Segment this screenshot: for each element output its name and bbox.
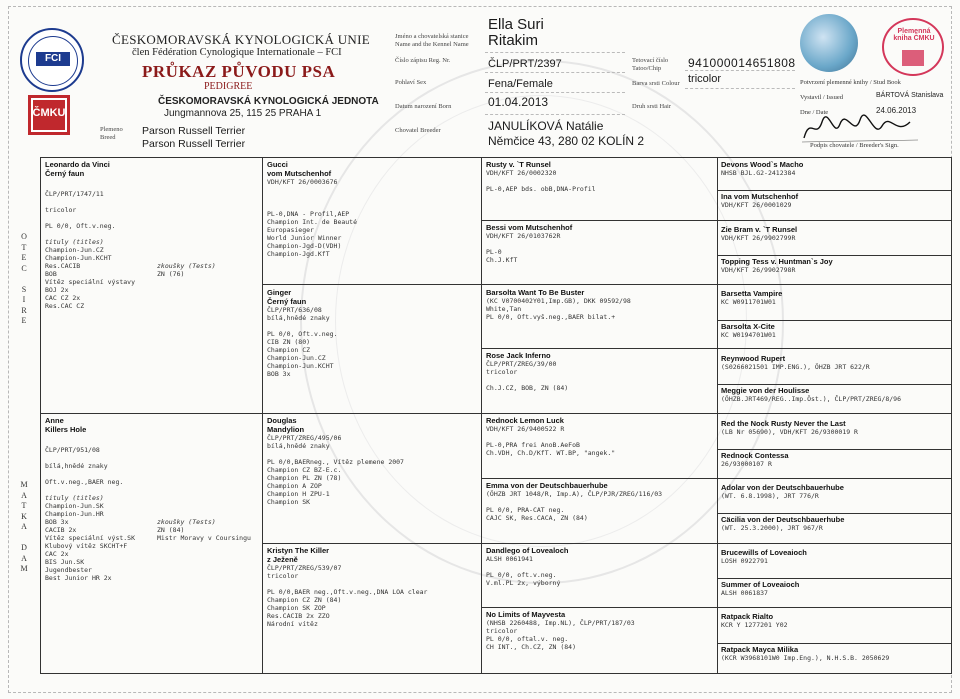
ancestor-cell [721, 386, 949, 403]
studbook-stamp: Plemenná kniha ČMKU [882, 18, 944, 76]
great-grandparent-name: Rednock Lemon Luck [486, 416, 564, 425]
great-grandparent-cell [486, 223, 714, 264]
ancestor-reg: VDH/KFT 26/0001029 [721, 201, 792, 209]
great-grandparent-detail: VDH/KFT 26/0002320 [486, 169, 557, 177]
grandparent-name: Gucci [267, 160, 288, 169]
ancestor-name: Ratpack Mayca Milika [721, 645, 799, 654]
ancestor-reg: LOSH 0922791 [721, 557, 768, 565]
dog-breeder-address: Němčice 43, 280 02 KOLÍN 2 [488, 134, 645, 148]
date-label: Dne / Date [800, 109, 829, 116]
side-letter: D [21, 543, 27, 552]
great-grandparent-detail: tricolor [486, 368, 518, 376]
ancestor-cell [721, 257, 949, 274]
sire-detail-line: CAC CZ 2x [45, 294, 81, 302]
row-divider [717, 643, 951, 644]
sire-detail-line [45, 230, 259, 238]
grandparent-name: Ginger [267, 288, 292, 297]
ancestor-name: Adolar von der Deutschbauerhube [721, 483, 844, 492]
dam-exams-extra: Mistr Moravy v Coursingu [157, 534, 251, 542]
grandparent-kennel: Mandylion [267, 425, 305, 434]
dam-detail-line: CAC 2x [45, 550, 69, 558]
great-grandparent-detail: VDH/KFT 26/0103762R [486, 232, 561, 240]
sire-cell [45, 160, 259, 310]
row-divider [717, 320, 951, 321]
grandparent-detail: CIB ZN (80) [267, 338, 311, 346]
grandparent-detail: Champion CZ [267, 346, 311, 354]
ancestor-reg: VDH/KFT 26/9902798R [721, 266, 796, 274]
ancestor-name: Barsolta X-Cite [721, 322, 775, 331]
sire-exams-label: zkoušky (Tests) [157, 262, 216, 270]
grandparent-detail: Champion SK [267, 498, 311, 506]
grandparent-detail: bílá,hnědé znaky [267, 314, 330, 322]
great-grandparent-detail: (NHSB 2260488, Imp.NL), ČLP/PRT/187/03 [486, 619, 635, 627]
ancestor-cell [721, 289, 949, 306]
side-letter [14, 274, 34, 285]
hologram-seal [800, 14, 858, 72]
side-letter [14, 533, 34, 544]
dog-colour: tricolor [688, 73, 722, 85]
grandparent-detail: ČLP/PRT/ZREG/495/06 [267, 434, 342, 442]
dam-kennel: Killers Hole [45, 425, 87, 434]
dam-detail-line: BIS Jun.SK [45, 558, 85, 566]
pedigree-table [40, 157, 952, 674]
great-grandparent-name: Barsolta Want To Be Buster [486, 288, 585, 297]
side-letter: A [21, 553, 27, 563]
side-letter: K [21, 511, 27, 521]
side-letter: E [21, 253, 27, 262]
ancestor-cell [721, 612, 949, 629]
grandparent-detail: Champion H ZPU-1 [267, 490, 330, 498]
row-divider [717, 578, 951, 579]
sire-detail-line: PL 0/0, Oft.v.neg. [45, 222, 116, 230]
tattoo-label: Tetovací číslo Tatoo/Chip [632, 57, 669, 72]
grandparent-detail: tricolor [267, 572, 299, 580]
ancestor-cell [721, 192, 949, 209]
sire-side-label [14, 232, 34, 327]
dam-side-label [14, 480, 34, 575]
dam-detail-line: Jugendbester [45, 566, 92, 574]
great-grandparent-detail: VDH/KFT 26/9400522 R [486, 425, 565, 433]
dog-chip: 941000014651808 [688, 56, 796, 70]
sire-detail-line: BOJ 2x [45, 286, 69, 294]
name-label: Jméno a chovatelská stanice Name and the Kennel Name [395, 33, 469, 48]
ancestor-reg: (S0266021501 IMP.ENG.), ÖHZB JRT 622/R [721, 363, 870, 371]
side-letter: C [21, 263, 27, 273]
ancestor-reg: NHSB BJL.G2-2412384 [721, 169, 796, 177]
org-membership: člen Fédération Cynologique Internationale – FCI [132, 47, 342, 58]
dog-sex: Fena/Female [488, 78, 553, 90]
grandparent-detail: BOB 3x [267, 370, 291, 378]
sign-label: Podpis chovatele / Breeder's Sign. [810, 142, 899, 149]
great-grandparent-name: No Limits of Mayvesta [486, 610, 566, 619]
club-address: Jungmannova 25, 115 25 PRAHA 1 [164, 108, 322, 119]
great-grandparent-name: Bessi vom Mutschenhof [486, 223, 573, 232]
born-label: Datum narození Born [395, 103, 452, 110]
ancestor-cell [721, 483, 949, 500]
grandparent-detail: VDH/KFT 26/0003676 [267, 178, 338, 186]
great-grandparent-cell [486, 288, 714, 321]
grandparent-detail: Europasieger [267, 226, 314, 234]
great-grandparent-cell [486, 610, 714, 651]
great-grandparent-detail: Ch.J.KfT [486, 256, 518, 264]
grandparent-cell [267, 546, 477, 628]
grandparent-detail: Champion SK ZOP [267, 604, 326, 612]
great-grandparent-detail: PL-0,AEP bds. obB,DNA-Profil [486, 185, 596, 193]
dam-detail-line: Best Junior HR 2x [45, 574, 112, 582]
grandparent-detail: Champion-Jgd-D(VDH) [267, 242, 342, 250]
grandparent-detail: Champion CZ BZ-E.c. [267, 466, 342, 474]
grandparent-detail [267, 322, 477, 330]
sire-detail-line [45, 198, 259, 206]
sire-detail-line: Res.CACIB [45, 262, 81, 270]
ancestor-cell [721, 225, 949, 242]
great-grandparent-name: Emma von der Deutschbauerhube [486, 481, 608, 490]
ancestor-reg: KCR Y 1277201 Y02 [721, 621, 788, 629]
hair-label: Druh srsti Hair [632, 103, 671, 110]
ancestor-cell [721, 580, 949, 597]
grandparent-detail [267, 194, 477, 202]
great-grandparent-detail: White,Tan [486, 305, 522, 313]
dam-exams-label: zkoušky (Tests) [157, 518, 216, 526]
grandparent-detail: Champion-Jun.CZ [267, 354, 326, 362]
sire-detail-line [45, 214, 259, 222]
grandparent-detail: PL-0,DNA - Profil,AEP [267, 210, 350, 218]
great-grandparent-detail [486, 563, 714, 571]
side-letter: M [20, 480, 28, 489]
side-letter: S [21, 284, 27, 294]
ancestor-cell [721, 322, 949, 339]
sire-exams: ZN (76) [157, 270, 185, 278]
dam-detail-line [45, 454, 259, 462]
great-grandparent-cell [486, 416, 714, 457]
grandparent-detail [267, 580, 477, 588]
side-letter: I [22, 295, 26, 304]
great-grandparent-detail: CAJC SK, Res.CACA, ZN (84) [486, 514, 588, 522]
sire-detail-line: Vítěz speciální výstavy [45, 278, 136, 286]
great-grandparent-detail: PL 0/0, Oft.vyš.neg.,BAER bilat.+ [486, 313, 616, 321]
great-grandparent-detail: PL-0,PRA frei AnoB.AeFoB [486, 441, 580, 449]
ancestor-name: Rednock Contessa [721, 451, 789, 460]
dam-detail-line: CACIB 2x [45, 526, 77, 534]
org-name: ČESKOMORAVSKÁ KYNOLOGICKÁ UNIE [112, 32, 370, 47]
side-letter: A [21, 490, 27, 500]
ancestor-reg: (LB Nr 05690), VDH/KFT 26/9300019 R [721, 428, 858, 436]
row-divider [717, 384, 951, 385]
great-grandparent-detail: PL 0/0, oft.v.neg. [486, 571, 557, 579]
row-divider [717, 449, 951, 450]
grandparent-detail: Champion-Jun.KCHT [267, 362, 334, 370]
great-grandparent-detail [486, 433, 714, 441]
ancestor-cell [721, 515, 949, 532]
row-divider [717, 513, 951, 514]
row-divider [717, 190, 951, 191]
grandparent-kennel: Černý faun [267, 297, 307, 306]
sire-detail-line: tricolor [45, 206, 77, 214]
side-letter: R [21, 305, 27, 315]
great-grandparent-detail: CH INT., Ch.CZ, ZN (84) [486, 643, 577, 651]
side-letter: A [21, 522, 27, 531]
signature [800, 110, 920, 146]
ancestor-reg: VDH/KFT 26/9902799R [721, 234, 796, 242]
ancestor-name: Cäcilia von der Deutschbauerhube [721, 515, 845, 524]
great-grandparent-cell [486, 351, 714, 392]
dam-name: Anne [45, 416, 64, 425]
document-subtitle: PEDIGREE [204, 81, 253, 92]
sire-detail-line: ČLP/PRT/1747/11 [45, 190, 104, 198]
studbook-confirm: Potvrzení plemenné knihy / Stud Book [800, 79, 901, 86]
side-letter: M [20, 564, 28, 573]
grandparent-detail: PL 0/0,BAERneg., Vítěz plemene 2007 [267, 458, 404, 466]
grandparent-detail: Res.CACIB 2x ZZO [267, 612, 330, 620]
ancestor-name: Reynwood Rupert [721, 354, 786, 363]
sire-detail-line: Champion-Jun.CZ [45, 246, 104, 254]
colour-label: Barva srsti Colour [632, 80, 680, 87]
grandparent-detail [267, 450, 477, 458]
great-grandparent-name: Rose Jack Inferno [486, 351, 551, 360]
ancestor-reg: KC W0194701W01 [721, 331, 776, 339]
sire-detail-line: Res.CAC CZ [45, 302, 85, 310]
dam-exams: ZN (84) [157, 526, 185, 534]
grandparent-name: Kristyn The Killer [267, 546, 330, 555]
grandparent-detail: Champion-Jgd.KfT [267, 250, 330, 258]
grandparent-detail [267, 186, 477, 194]
club-name: ČESKOMORAVSKÁ KYNOLOGICKÁ JEDNOTA [158, 96, 379, 107]
ancestor-name: Zie Bram v. `T Runsel [721, 225, 798, 234]
great-grandparent-detail: Ch.VDH, Ch.D/KfT. WT.BP, "angek." [486, 449, 616, 457]
side-letter: T [21, 501, 27, 510]
sire-detail-line: BOB [45, 270, 57, 278]
great-grandparent-detail: V.ml.PL 2x, výborný [486, 579, 561, 587]
document-title: PRŮKAZ PŮVODU PSA [142, 62, 336, 81]
dog-born: 01.04.2013 [488, 95, 549, 109]
issue-date: 24.06.2013 [876, 106, 917, 115]
great-grandparent-detail [486, 240, 714, 248]
ancestor-name: Ratpack Rialto [721, 612, 774, 621]
ancestor-cell [721, 548, 949, 565]
grandparent-detail: ČLP/PRT/ZREG/539/07 [267, 564, 342, 572]
grandparent-detail: Národní vítěz [267, 620, 318, 628]
grandparent-detail: ČLP/PRT/636/08 [267, 306, 322, 314]
dog-reg-no: ČLP/PRT/2397 [488, 58, 562, 70]
grandparent-cell [267, 416, 477, 506]
grandparent-name: Douglas [267, 416, 297, 425]
ancestor-cell [721, 160, 949, 177]
grandparent-cell [267, 160, 477, 258]
dam-detail-line: bílá,hnědé znaky [45, 462, 108, 470]
ancestor-reg: 26/93000107 R [721, 460, 772, 468]
grandparent-cell [267, 288, 477, 378]
sex-label: Pohlaví Sex [395, 79, 427, 86]
dog-kennel: Ritakim [488, 32, 539, 49]
reg-label: Číslo zápisu Reg. Nr. [395, 57, 451, 64]
issued-by: BÁRTOVÁ Stanislava [876, 92, 944, 99]
dam-detail-line: Klubový vítěz SKCHT+F [45, 542, 128, 550]
ancestor-reg: (WT. 25.3.2000), JRT 967/R [721, 524, 823, 532]
ancestor-name: Red the Nock Rusty Never the Last [721, 419, 846, 428]
ancestor-cell [721, 645, 949, 662]
dam-detail-line: Champion-Jun.HR [45, 510, 104, 518]
grandparent-detail: PL 0/0,BAER neg.,Oft.v.neg.,DNA LOA clear [267, 588, 428, 596]
sire-detail-line: tituly (titles) [45, 238, 104, 246]
dog-breeder: JANULÍKOVÁ Natálie [488, 119, 604, 133]
breed-value: Parson Russell Terrier [142, 125, 246, 137]
dam-detail-line: Champion-Jun.SK [45, 502, 104, 510]
great-grandparent-cell [486, 160, 714, 193]
ancestor-reg: (WT. 6.8.1998), JRT 776/R [721, 492, 819, 500]
great-grandparent-detail [486, 498, 714, 506]
grandparent-detail: Champion CZ ZN (84) [267, 596, 342, 604]
ancestor-reg: KC W0911701W01 [721, 298, 776, 306]
sire-kennel: Černý faun [45, 169, 85, 178]
side-letter: O [21, 232, 27, 241]
great-grandparent-detail: PL 0/0, oftal.v. neg. [486, 635, 569, 643]
sire-detail-line: Champion-Jun.KCHT [45, 254, 112, 262]
grandparent-detail: Champion Int. de Beauté [267, 218, 358, 226]
ancestor-name: Brucewills of Loveaioch [721, 548, 807, 557]
ancestor-name: Barsetta Vampire [721, 289, 783, 298]
side-letter: T [21, 242, 27, 252]
dam-detail-line: ČLP/PRT/951/08 [45, 446, 100, 454]
breeder-label: Chovatel Breeder [395, 127, 441, 134]
grandparent-detail [267, 202, 477, 210]
dam-detail-line: BOB 3x [45, 518, 69, 526]
great-grandparent-detail: ALSH 0061941 [486, 555, 533, 563]
great-grandparent-name: Rusty v. `T Runsel [486, 160, 551, 169]
ancestor-reg: (ÖHZB.JRT469/REG..Imp.Öst.), ČLP/PRT/ZREG/8/96 [721, 395, 902, 403]
great-grandparent-detail [486, 376, 714, 384]
dam-detail-line [45, 486, 259, 494]
grandparent-detail: bílá,hnědé znaky [267, 442, 330, 450]
ancestor-name: Ina vom Mutschenhof [721, 192, 799, 201]
great-grandparent-name: Dandlego of Lovealoch [486, 546, 569, 555]
dam-detail-line: Oft.v.neg.,BAER neg. [45, 478, 124, 486]
grandparent-detail: Champion A ZOP [267, 482, 322, 490]
great-grandparent-detail: ČLP/PRT/ZREG/39/00 [486, 360, 557, 368]
grandparent-kennel: z Ježeně [267, 555, 298, 564]
grandparent-detail: PL 0/0, Oft.v.neg. [267, 330, 338, 338]
grandparent-detail: Champion PL ZN (78) [267, 474, 342, 482]
ancestor-cell [721, 419, 949, 436]
sire-name: Leonardo da Vinci [45, 160, 110, 169]
ancestor-reg: ALSH 0061837 [721, 589, 768, 597]
ancestor-name: Summer of Loveaioch [721, 580, 800, 589]
fci-logo: FCI [20, 28, 84, 92]
dam-detail-line: Vítěz speciální výst.SK [45, 534, 136, 542]
grandparent-detail: World Junior Winner [267, 234, 342, 242]
ancestor-reg: (KCR W3968101W0 Imp.Eng.), N.H.S.B. 2050629 [721, 654, 890, 662]
great-grandparent-detail: PL 0/0, PRA-CAT neg. [486, 506, 565, 514]
great-grandparent-detail [486, 177, 714, 185]
grandparent-kennel: vom Mutschenhof [267, 169, 332, 178]
side-letter: E [21, 316, 27, 325]
cmku-logo: ČMKU [28, 95, 70, 135]
ancestor-name: Meggie von der Houlisse [721, 386, 810, 395]
great-grandparent-cell [486, 481, 714, 522]
ancestor-cell [721, 451, 949, 468]
great-grandparent-detail: (KC V0700402Y01,Imp.GB), DKK 09592/98 [486, 297, 631, 305]
ancestor-name: Devons Wood`s Macho [721, 160, 804, 169]
row-divider [717, 255, 951, 256]
ancestor-cell [721, 354, 949, 371]
great-grandparent-detail: Ch.J.CZ, BOB, ZN (84) [486, 384, 569, 392]
breed-label: Plemeno Breed [100, 126, 123, 141]
great-grandparent-detail: tricolor [486, 627, 518, 635]
dam-cell [45, 416, 259, 582]
great-grandparent-detail: PL-0 [486, 248, 502, 256]
great-grandparent-cell [486, 546, 714, 587]
great-grandparent-detail: (ÖHZB JRT 1048/R, Imp.A), ČLP/PJR/ZREG/116/03 [486, 490, 663, 498]
dam-detail-line [45, 470, 259, 478]
breed-value-en: Parson Russell Terrier [142, 138, 246, 150]
ancestor-name: Topping Tess v. Huntman`s Joy [721, 257, 833, 266]
dam-detail-line: tituly (titles) [45, 494, 104, 502]
dog-name: Ella Suri [488, 16, 544, 33]
issued-label: Vystavil / Issued [800, 94, 843, 101]
